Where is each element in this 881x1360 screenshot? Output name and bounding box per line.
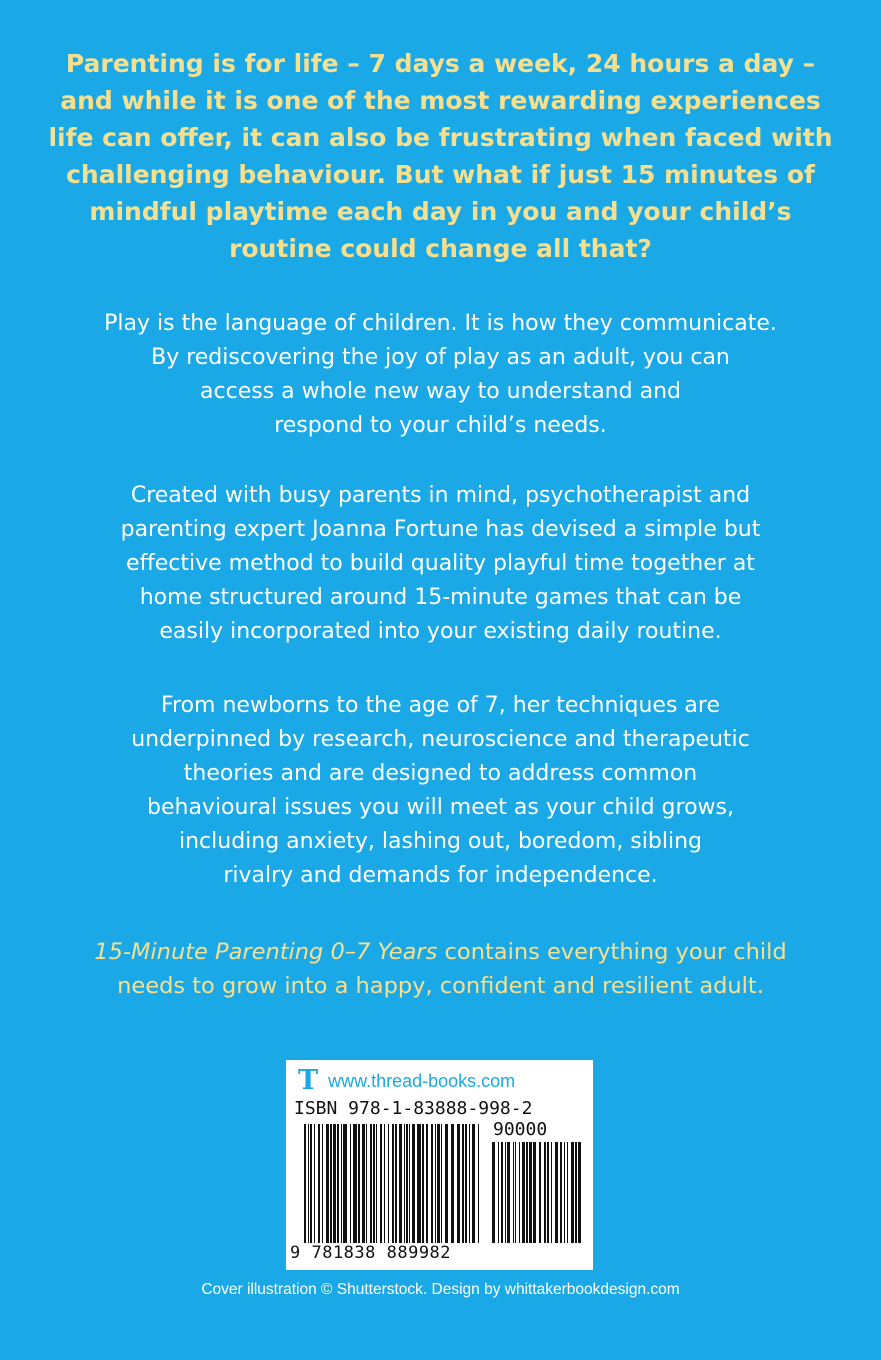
closing-line-2: needs to grow into a happy, confident and resilient adult. (117, 973, 764, 999)
barcode-stripe (469, 1124, 470, 1243)
barcode-stripe (519, 1142, 520, 1243)
barcode-stripe (441, 1124, 442, 1243)
intro-line: and while it is one of the most rewarding experiences (60, 86, 821, 115)
barcode-stripe (314, 1124, 315, 1243)
barcode-stripe (507, 1142, 510, 1243)
paragraph-techniques (40, 689, 841, 893)
barcode-stripe (422, 1124, 424, 1243)
publisher-url: www.thread-books.com (328, 1070, 516, 1091)
barcode-stripe (478, 1124, 479, 1243)
barcode-stripe (358, 1124, 360, 1243)
barcode-stripe (310, 1124, 312, 1243)
barcode-stripe (505, 1142, 506, 1243)
barcode-stripe (513, 1142, 514, 1243)
barcode-stripe (551, 1142, 552, 1243)
barcode-stripe (404, 1124, 405, 1243)
intro-paragraph (40, 45, 841, 267)
barcode-stripe (426, 1124, 428, 1243)
paragraph-line: By rediscovering the joy of play as an adult, you can (151, 345, 730, 370)
intro-line: Parenting is for life – 7 days a week, 24 hours a day – (65, 49, 816, 78)
intro-line: routine could change all that? (229, 234, 652, 263)
paragraph-line: easily incorporated into your existing daily routine. (159, 619, 722, 644)
barcode-stripe (547, 1142, 549, 1243)
barcode-stripe (533, 1142, 536, 1243)
barcode-box (286, 1060, 593, 1270)
paragraph-line: rivalry and demands for independence. (223, 863, 658, 888)
paragraph-line: including anxiety, lashing out, boredom, sibling (179, 829, 702, 854)
barcode-stripe (560, 1142, 562, 1243)
barcode-stripe (343, 1124, 347, 1243)
barcode-stripe (409, 1124, 410, 1243)
barcode-stripe (539, 1142, 541, 1243)
barcode-stripe (445, 1124, 448, 1243)
paragraph-line: From newborns to the age of 7, her techniques are (160, 693, 721, 718)
barcode-stripe (522, 1142, 525, 1243)
barcode-stripe (457, 1124, 460, 1243)
barcode-stripe (515, 1142, 516, 1243)
barcode-stripe (437, 1124, 440, 1243)
barcode-stripe (575, 1142, 577, 1243)
cover-credits: Cover illustration © Shutterstock. Design by whittakerbookdesign.com (201, 1281, 680, 1298)
intro-line: challenging behaviour. But what if just 15 minutes of (66, 160, 815, 189)
barcode-stripe (406, 1124, 408, 1243)
paragraph-play (40, 307, 841, 443)
barcode-stripe (501, 1142, 503, 1243)
barcode-stripe (451, 1124, 454, 1243)
isbn-label: ISBN 978-1-83888-998-2 (294, 1098, 533, 1119)
paragraph-line: Play is the language of children. It is how they communicate. (104, 311, 777, 336)
barcode-stripe (399, 1124, 402, 1243)
barcode-stripe (462, 1124, 464, 1243)
barcode-stripe (384, 1124, 385, 1243)
barcode-stripe (322, 1124, 323, 1243)
barcode-stripe (373, 1124, 375, 1243)
barcode-stripe (567, 1142, 568, 1243)
barcode-stripe (353, 1124, 357, 1243)
barcode-stripe (395, 1124, 397, 1243)
barcode-stripe (362, 1124, 365, 1243)
paragraph-line: Created with busy parents in mind, psychotherapist and (130, 483, 751, 508)
barcode-stripe (544, 1142, 546, 1243)
addon-digits: 90000 (493, 1119, 548, 1140)
barcode-stripe (350, 1124, 351, 1243)
barcode-stripe (366, 1124, 367, 1243)
barcode-stripe (392, 1124, 394, 1243)
paragraph-line: respond to your child’s needs. (274, 413, 607, 438)
barcode-stripe (388, 1124, 389, 1243)
barcode-stripe (304, 1124, 306, 1243)
barcode-stripe (571, 1142, 574, 1243)
book-title: 15-Minute Parenting 0–7 Years (94, 939, 438, 965)
ean-digits: 9 781838 889982 (290, 1243, 452, 1263)
barcode-stripe (465, 1124, 467, 1243)
paragraph-line: behavioural issues you will meet as your child grows, (147, 795, 734, 820)
barcode-stripe (318, 1124, 320, 1243)
barcode-stripe (308, 1124, 309, 1243)
barcode-stripe (380, 1124, 382, 1243)
barcode-icon (286, 1060, 593, 1270)
closing-statement (40, 935, 841, 1003)
barcode-stripe (341, 1124, 342, 1243)
intro-line: life can offer, it can also be frustrating when faced with (48, 123, 833, 152)
closing-line-1-text: contains everything your child (437, 939, 787, 965)
barcode-stripe (578, 1142, 581, 1243)
barcode-stripe (333, 1124, 336, 1243)
barcode-stripe (431, 1124, 433, 1243)
barcode-stripe (526, 1142, 528, 1243)
barcode-stripe (498, 1142, 499, 1243)
barcode-stripe (492, 1142, 495, 1243)
barcode-stripe (337, 1124, 339, 1243)
barcode-stripe (555, 1142, 558, 1243)
barcode-stripe (472, 1124, 475, 1243)
barcode-stripe (435, 1124, 436, 1243)
barcode-stripe (564, 1142, 565, 1243)
closing-line-1 (40, 935, 841, 969)
barcode-stripe (412, 1124, 415, 1243)
paragraph-line: parenting expert Joanna Fortune has devised a simple but (120, 517, 761, 542)
barcode-stripe (417, 1124, 421, 1243)
paragraph-line: effective method to build quality playful time together at (126, 551, 755, 576)
paragraph-line: access a whole new way to understand and (200, 379, 681, 404)
paragraph-line: underpinned by research, neuroscience and therapeutic (131, 727, 750, 752)
barcode-stripe (529, 1142, 532, 1243)
barcode-stripe (370, 1124, 372, 1243)
barcode-stripe (326, 1124, 329, 1243)
barcode-stripe (330, 1124, 332, 1243)
paragraph-line: theories and are designed to address common (183, 761, 698, 786)
barcode-stripe (376, 1124, 377, 1243)
paragraph-line: home structured around 15-minute games that can be (139, 585, 742, 610)
intro-line: mindful playtime each day in you and your child’s (89, 197, 792, 226)
paragraph-method (40, 479, 841, 649)
thread-logo-icon: T (298, 1065, 319, 1096)
